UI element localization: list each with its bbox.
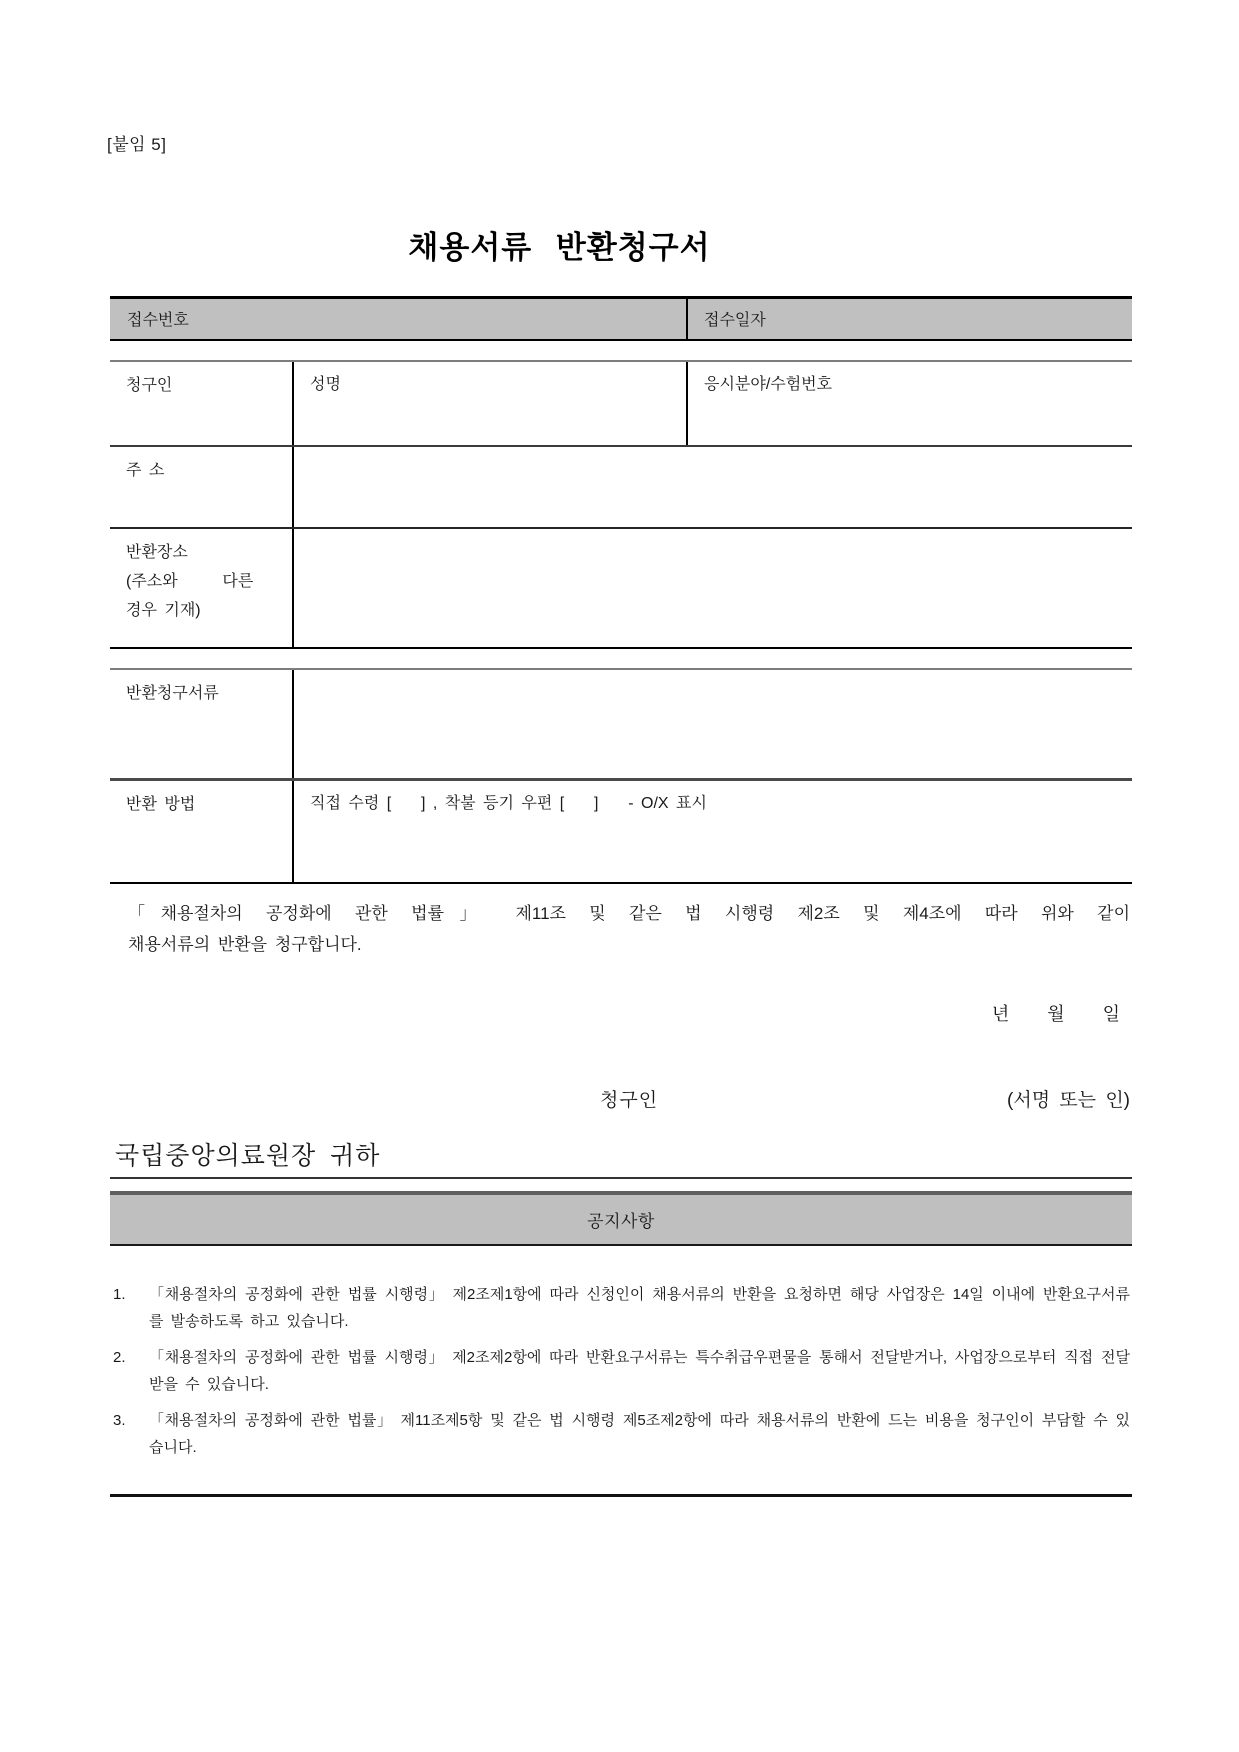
notice-banner-title: 공지사항: [587, 1212, 655, 1231]
claimant-label: 청구인: [126, 377, 173, 394]
return-table: [110, 668, 1132, 884]
notice-item-2-number: 2.: [113, 1349, 126, 1366]
signature-row: [0, 1085, 1239, 1113]
claimant-table: [110, 360, 1132, 649]
return-place-value-cell[interactable]: [292, 529, 1132, 647]
year-label[interactable]: 년: [991, 1004, 1010, 1024]
attachment-label: [붙임 5]: [107, 135, 167, 154]
notice-banner: [110, 1191, 1132, 1246]
notice-item-3-text: 「채용절차의 공정화에 관한 법률」 제11조제5항 및 같은 법 시행령 제5조제2항에 따라 채용서류의 반환에 드는 비용을 청구인이 부담할 수 있습니다.: [149, 1412, 1130, 1456]
month-label[interactable]: 월: [1047, 1004, 1065, 1024]
declaration-paragraph: [128, 898, 1130, 960]
address-value-cell[interactable]: [292, 447, 1132, 527]
return-place-label-line2: (주소와 다른: [126, 573, 254, 590]
return-docs-label: 반환청구서류: [126, 685, 219, 702]
notice-item-3: [113, 1407, 1130, 1461]
return-place-label-line1: 반환장소: [126, 544, 188, 561]
signer-label: 청구인: [600, 1090, 659, 1111]
notice-item-1-text: 「채용절차의 공정화에 관한 법률 시행령」 제2조제1항에 따라 신청인이 채용서류의 반환을 요청하면 해당 사업장은 14일 이내에 반환요구서류를 발송하도록 하고 있습니다.: [149, 1286, 1130, 1330]
page-title: 채용서류 반환청구서: [408, 230, 711, 265]
field-number-cell[interactable]: 응시분야/수험번호: [686, 362, 1132, 445]
receipt-table: [110, 296, 1132, 341]
sign-or-seal-note[interactable]: (서명 또는 인): [1007, 1090, 1130, 1111]
notice-list: [113, 1281, 1130, 1470]
return-method-value-cell[interactable]: 직접 수령 [ ] , 착불 등기 우편 [ ] - O/X 표시: [292, 781, 1132, 882]
divider-rule-bottom: [110, 1494, 1132, 1497]
name-label-cell[interactable]: 성명: [292, 362, 686, 445]
receipt-number-cell: 접수번호: [127, 312, 189, 329]
date-line: [992, 1000, 1120, 1026]
addressee-line: 국립중앙의료원장 귀하: [115, 1142, 381, 1170]
return-method-label: 반환 방법: [126, 796, 196, 813]
notice-item-3-number: 3.: [113, 1412, 126, 1429]
return-place-label: [110, 529, 292, 647]
notice-item-1: [113, 1281, 1130, 1335]
address-label: 주 소: [126, 462, 165, 479]
notice-item-2: [113, 1344, 1130, 1398]
notice-item-2-text: 「채용절차의 공정화에 관한 법률 시행령」 제2조제2항에 따라 반환요구서류는 특수취급우편물을 통해서 전달받거나, 사업장으로부터 직접 전달받을 수 있습니다.: [149, 1349, 1130, 1393]
receipt-date-cell: 접수일자: [686, 299, 1132, 339]
divider-rule-top: [110, 1177, 1132, 1179]
notice-item-1-number: 1.: [113, 1286, 126, 1303]
day-label[interactable]: 일: [1102, 1004, 1120, 1024]
declaration-line2: 채용서류의 반환을 청구합니다.: [128, 935, 362, 954]
return-docs-value-cell[interactable]: [292, 670, 1132, 778]
declaration-line1: 「채용절차의 공정화에 관한 법률」 제11조 및 같은 법 시행령 제2조 및 제4조에 따라 위와 같이: [128, 904, 1130, 923]
return-place-label-line3: 경우 기재): [126, 602, 201, 619]
